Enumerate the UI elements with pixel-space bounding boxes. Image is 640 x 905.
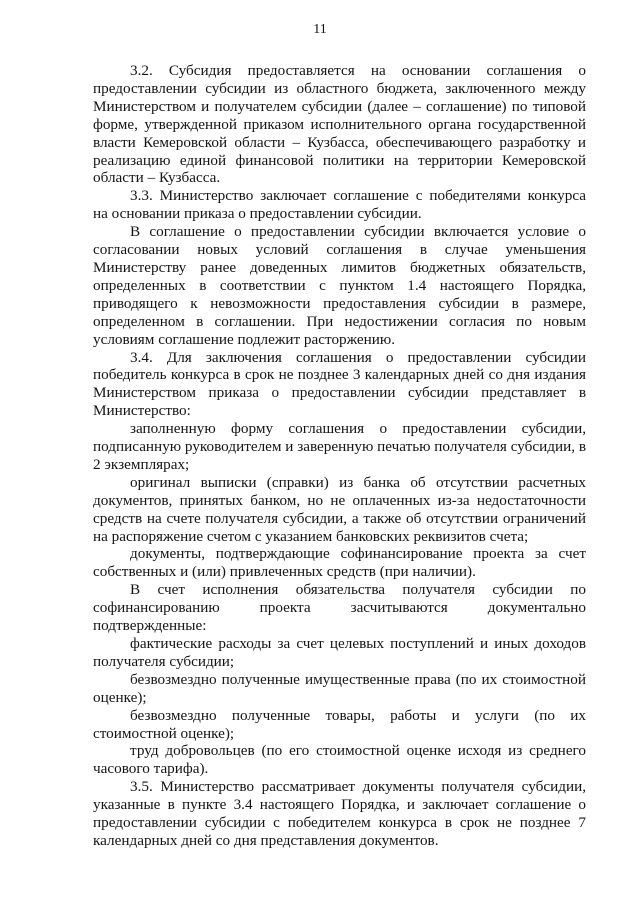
list-item-volunteer-labor: труд добровольцев (по его стоимостной оценке исходя из среднего часового тарифа). — [93, 742, 586, 778]
paragraph-agreement-condition: В соглашение о предоставлении субсидии включается условие о согласовании новых условий соглашения в случае уменьшения Министерству ранее доведенных лимитов бюджетных обязательств, определенных в соответствии с пунктом 1.4 настоящего Порядка, приводящего к невозможности предоставления субсидии в размере, определенном в соглашении. При недостижении согласия по новым условиям соглашение подлежит расторжению. — [93, 223, 586, 348]
list-item-cofinancing-documents: документы, подтверждающие софинансирование проекта за счет собственных и (или) привлеченных средств (при наличии). — [93, 545, 586, 581]
list-item-property-rights: безвозмездно полученные имущественные права (по их стоимостной оценке); — [93, 670, 586, 706]
paragraph-3-4: 3.4. Для заключения соглашения о предоставлении субсидии победитель конкурса в срок не позднее 3 календарных дней со дня издания Министерством приказа о предоставлении субсидии представляет в Министерство: — [93, 348, 586, 420]
paragraph-3-2: 3.2. Субсидия предоставляется на основании соглашения о предоставлении субсидии из областного бюджета, заключенного между Министерством и получателем субсидии (далее – соглашение) по типовой форме, утвержденной приказом исполнительного органа государственной власти Кемеровской области – Кузбасса, обеспечивающего разработку и реализацию единой финансовой политики на территории Кемеровской области – Кузбасса. — [93, 62, 586, 187]
paragraph-3-3: 3.3. Министерство заключает соглашение с победителями конкурса на основании приказа о предоставлении субсидии. — [93, 187, 586, 223]
page-number: 11 — [313, 22, 327, 37]
list-item-actual-expenses: фактические расходы за счет целевых поступлений и иных доходов получателя субсидии; — [93, 635, 586, 670]
list-item-goods-works-services: безвозмездно полученные товары, работы и услуги (по их стоимостной оценке); — [93, 706, 586, 742]
document-body — [93, 62, 586, 850]
paragraph-3-5: 3.5. Министерство рассматривает документы получателя субсидии, указанные в пункте 3.4 настоящего Порядка, и заключает соглашение о предоставлении субсидии с победителем конкурса в срок не позднее 7 календарных дней со дня представления документов. — [93, 778, 586, 849]
list-item-bank-statement: оригинал выписки (справки) из банка об отсутствии расчетных документов, принятых банком, но не оплаченных из-за недостаточности средств на счете получателя субсидии, а также об отсутствии ограничений на распоряжение счетом с указанием банковских реквизитов счета; — [93, 473, 586, 545]
paragraph-cofinancing-credit: В счет исполнения обязательства получателя субсидии по софинансированию проекта засчитываются документально подтвержденные: — [93, 581, 586, 635]
list-item-agreement-form: заполненную форму соглашения о предоставлении субсидии, подписанную руководителем и заверенную печатью получателя субсидии, в 2 экземплярах; — [93, 420, 586, 473]
